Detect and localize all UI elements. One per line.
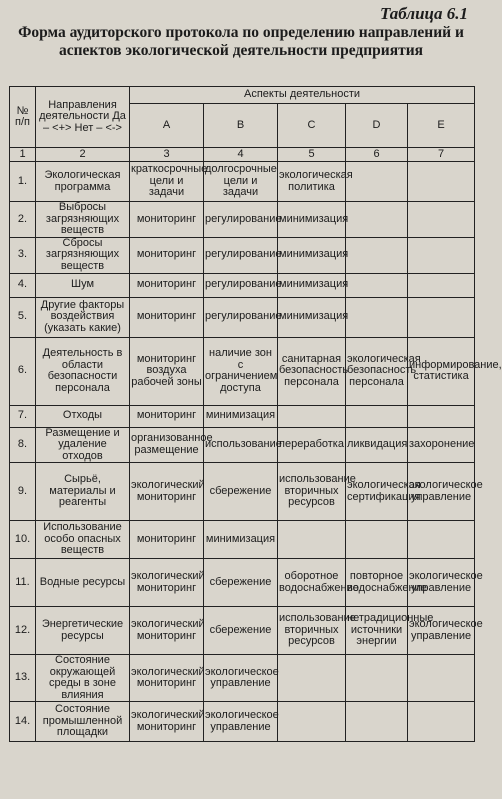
col-number: 5 — [278, 148, 346, 162]
cell-aspect-e — [408, 237, 475, 273]
cell-aspect-c: использование вторичных ресурсов — [278, 463, 346, 521]
cell-aspect-a: экологический мониторинг — [130, 702, 204, 742]
table-label: Таблица 6.1 — [380, 4, 468, 23]
cell-aspect-a: экологический мониторинг — [130, 559, 204, 607]
cell-aspect-c: минимизация — [278, 297, 346, 337]
cell-aspect-e — [408, 521, 475, 559]
cell-aspect-b: регулирование — [204, 273, 278, 297]
row-number: 13. — [10, 655, 36, 702]
row-direction: Состояние окружающей среды в зоне влияния — [36, 655, 130, 702]
col-number: 7 — [408, 148, 475, 162]
cell-aspect-d — [346, 202, 408, 238]
cell-aspect-c — [278, 521, 346, 559]
cell-aspect-e — [408, 655, 475, 702]
cell-aspect-e: экологическое управление — [408, 463, 475, 521]
cell-aspect-c: минимизация — [278, 273, 346, 297]
cell-aspect-c: минимизация — [278, 202, 346, 238]
cell-aspect-a: организованное размещение — [130, 427, 204, 463]
cell-aspect-e: информирование, статистика — [408, 337, 475, 405]
cell-aspect-c: переработка — [278, 427, 346, 463]
header-col-a: A — [130, 104, 204, 148]
cell-aspect-b: наличие зон с ограничением доступа — [204, 337, 278, 405]
row-direction: Отходы — [36, 405, 130, 427]
header-col-e: E — [408, 104, 475, 148]
header-col-d: D — [346, 104, 408, 148]
cell-aspect-d — [346, 237, 408, 273]
header-col-b: B — [204, 104, 278, 148]
cell-aspect-a: экологический мониторинг — [130, 655, 204, 702]
page-title: Форма аудиторского протокола по определению направлений и аспектов экологической деятельности предприятия — [18, 24, 464, 59]
cell-aspect-c — [278, 655, 346, 702]
row-direction: Шум — [36, 273, 130, 297]
col-number: 6 — [346, 148, 408, 162]
row-number: 12. — [10, 607, 36, 655]
cell-aspect-d — [346, 297, 408, 337]
cell-aspect-a: мониторинг — [130, 521, 204, 559]
cell-aspect-d — [346, 655, 408, 702]
cell-aspect-b: минимизация — [204, 405, 278, 427]
cell-aspect-d — [346, 702, 408, 742]
row-number: 1. — [10, 162, 36, 202]
row-direction: Деятельность в области безопасности персонала — [36, 337, 130, 405]
row-direction: Состояние промышленной площадки — [36, 702, 130, 742]
cell-aspect-c: оборотное водоснабжение — [278, 559, 346, 607]
table-row — [10, 521, 475, 559]
row-number: 3. — [10, 237, 36, 273]
row-number: 10. — [10, 521, 36, 559]
cell-aspect-d — [346, 162, 408, 202]
cell-aspect-b: регулирование — [204, 297, 278, 337]
table-row — [10, 427, 475, 463]
row-direction: Использование особо опасных веществ — [36, 521, 130, 559]
row-direction: Водные ресурсы — [36, 559, 130, 607]
cell-aspect-e: захоронение — [408, 427, 475, 463]
row-direction: Другие факторы воздействия (указать какие) — [36, 297, 130, 337]
row-number: 8. — [10, 427, 36, 463]
cell-aspect-d: ликвидация — [346, 427, 408, 463]
row-number: 5. — [10, 297, 36, 337]
table-row — [10, 202, 475, 238]
row-number: 6. — [10, 337, 36, 405]
cell-aspect-c: экологическая политика — [278, 162, 346, 202]
cell-aspect-a: мониторинг — [130, 202, 204, 238]
header-col-c: C — [278, 104, 346, 148]
row-number: 9. — [10, 463, 36, 521]
cell-aspect-b: экологическое управление — [204, 702, 278, 742]
table-row — [10, 337, 475, 405]
cell-aspect-c — [278, 405, 346, 427]
column-number-row — [10, 148, 475, 162]
row-number: 7. — [10, 405, 36, 427]
row-number: 2. — [10, 202, 36, 238]
cell-aspect-d: повторное водоснабжение — [346, 559, 408, 607]
cell-aspect-a: мониторинг — [130, 237, 204, 273]
cell-aspect-b: использование — [204, 427, 278, 463]
audit-protocol-table — [9, 86, 502, 742]
cell-aspect-d — [346, 273, 408, 297]
cell-aspect-e — [408, 702, 475, 742]
table-row — [10, 607, 475, 655]
cell-aspect-a: мониторинг — [130, 273, 204, 297]
header-num: № п/п — [10, 87, 36, 148]
cell-aspect-a: краткосрочные цели и задачи — [130, 162, 204, 202]
row-number: 11. — [10, 559, 36, 607]
header-direction: Направления деятельности Да – <+> Нет – <-> — [36, 87, 130, 148]
col-number: 4 — [204, 148, 278, 162]
cell-aspect-a: мониторинг воздуха рабочей зоны — [130, 337, 204, 405]
cell-aspect-a: мониторинг — [130, 297, 204, 337]
row-direction: Размещение и удаление отходов — [36, 427, 130, 463]
row-number: 14. — [10, 702, 36, 742]
cell-aspect-d — [346, 521, 408, 559]
cell-aspect-b: минимизация — [204, 521, 278, 559]
table-row — [10, 405, 475, 427]
cell-aspect-b: сбережение — [204, 607, 278, 655]
cell-aspect-a: экологический мониторинг — [130, 607, 204, 655]
cell-aspect-e: экологическое управление — [408, 559, 475, 607]
table-row — [10, 702, 475, 742]
col-number: 1 — [10, 148, 36, 162]
cell-aspect-e — [408, 162, 475, 202]
table-row — [10, 273, 475, 297]
table-row — [10, 463, 475, 521]
cell-aspect-d: экологическая безопасность персонала — [346, 337, 408, 405]
cell-aspect-b: сбережение — [204, 559, 278, 607]
cell-aspect-c: минимизация — [278, 237, 346, 273]
cell-aspect-b: регулирование — [204, 237, 278, 273]
cell-aspect-c: санитарная безопасность персонала — [278, 337, 346, 405]
cell-aspect-d — [346, 405, 408, 427]
cell-aspect-c — [278, 702, 346, 742]
col-number: 2 — [36, 148, 130, 162]
header-aspects: Аспекты деятельности — [130, 87, 475, 104]
table-row — [10, 162, 475, 202]
row-direction: Сбросы загрязняющих веществ — [36, 237, 130, 273]
cell-aspect-b: сбережение — [204, 463, 278, 521]
cell-aspect-b: регулирование — [204, 202, 278, 238]
cell-aspect-e: экологическое управление — [408, 607, 475, 655]
table-row — [10, 559, 475, 607]
cell-aspect-e — [408, 297, 475, 337]
header-row — [10, 87, 475, 104]
row-number: 4. — [10, 273, 36, 297]
row-direction: Сырьё, материалы и реагенты — [36, 463, 130, 521]
cell-aspect-e — [408, 202, 475, 238]
cell-aspect-b: экологическое управление — [204, 655, 278, 702]
cell-aspect-d: экологическая сертификация — [346, 463, 408, 521]
col-number: 3 — [130, 148, 204, 162]
table-row — [10, 655, 475, 702]
cell-aspect-d: нетрадиционные источники энергии — [346, 607, 408, 655]
cell-aspect-b: долгосрочные цели и задачи — [204, 162, 278, 202]
table-row — [10, 297, 475, 337]
cell-aspect-a: экологический мониторинг — [130, 463, 204, 521]
cell-aspect-a: мониторинг — [130, 405, 204, 427]
row-direction: Экологическая программа — [36, 162, 130, 202]
table-row — [10, 237, 475, 273]
row-direction: Энергетические ресурсы — [36, 607, 130, 655]
cell-aspect-c: использование вторичных ресурсов — [278, 607, 346, 655]
cell-aspect-e — [408, 405, 475, 427]
row-direction: Выбросы загрязняющих веществ — [36, 202, 130, 238]
cell-aspect-e — [408, 273, 475, 297]
